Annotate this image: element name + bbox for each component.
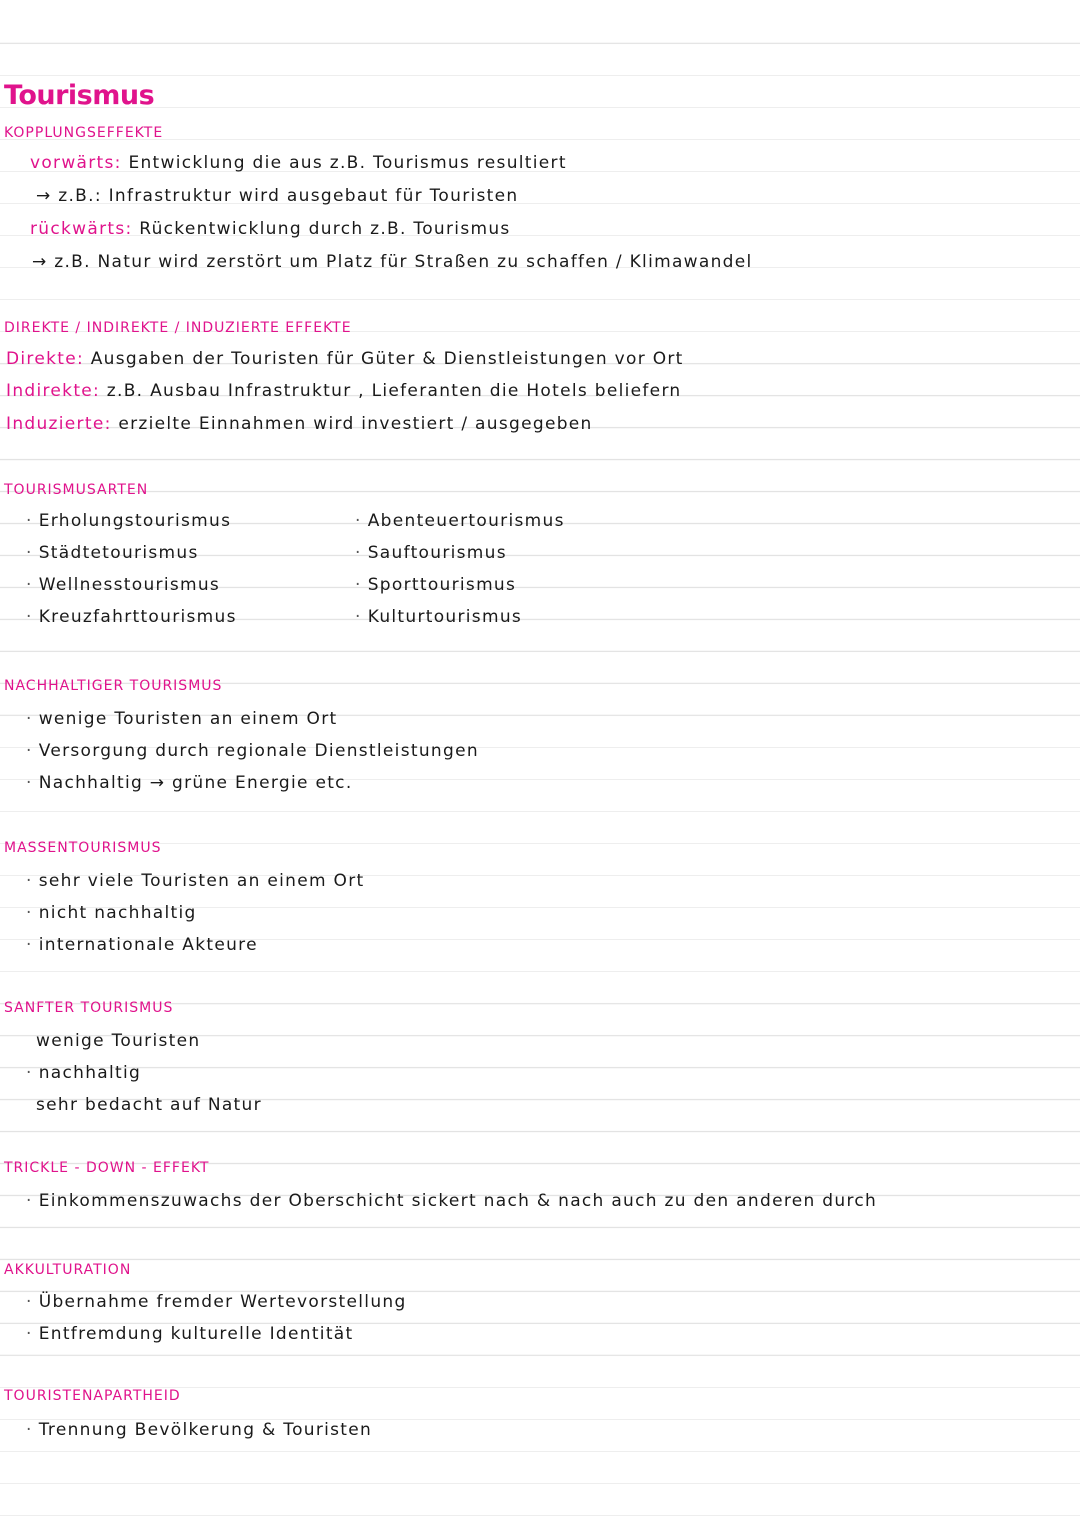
list-item: · internationale Akteure — [26, 935, 258, 955]
vorwaerts-line — [30, 153, 567, 173]
rueckwaerts-example: → z.B. Natur wird zerstört um Platz für Straßen zu schaffen / Klimawandel — [32, 252, 753, 272]
direkte-line — [6, 349, 684, 369]
list-item: · Entfremdung kulturelle Identität — [26, 1324, 354, 1344]
heading-effekte: DIREKTE / INDIREKTE / INDUZIERTE EFFEKTE — [4, 320, 352, 336]
list-item: · Versorgung durch regionale Dienstleistungen — [26, 741, 479, 761]
list-item: sehr bedacht auf Natur — [36, 1095, 262, 1115]
list-item: · nachhaltig — [26, 1063, 142, 1083]
list-item: · Nachhaltig → grüne Energie etc. — [26, 773, 353, 793]
heading-trickle-down-effekt: TRICKLE - DOWN - EFFEKT — [4, 1160, 210, 1176]
induzierte-text: erzielte Einnahmen wird investiert / ausgegeben — [118, 414, 593, 434]
list-item: wenige Touristen — [36, 1031, 201, 1051]
list-item: · Städtetourismus — [26, 543, 199, 563]
indirekte-label: Indirekte: — [6, 381, 101, 401]
direkte-label: Direkte: — [6, 349, 84, 369]
rueckwaerts-label: rückwärts: — [30, 219, 133, 239]
list-item: · Erholungstourismus — [26, 511, 232, 531]
list-item: · nicht nachhaltig — [26, 903, 197, 923]
list-item: · Sauftourismus — [355, 543, 507, 563]
list-item: · Kreuzfahrttourismus — [26, 607, 237, 627]
heading-touristenapartheid: TOURISTENAPARTHEID — [4, 1388, 181, 1404]
heading-nachhaltiger-tourismus: NACHHALTIGER TOURISMUS — [4, 678, 223, 694]
heading-sanfter-tourismus: SANFTER TOURISMUS — [4, 1000, 174, 1016]
vorwaerts-example: → z.B.: Infrastruktur wird ausgebaut für Touristen — [36, 186, 519, 206]
rueckwaerts-line — [30, 219, 511, 239]
list-item: · Wellnesstourismus — [26, 575, 221, 595]
list-item: · sehr viele Touristen an einem Ort — [26, 871, 365, 891]
list-item: · Abenteuertourismus — [355, 511, 565, 531]
heading-akkulturation: AKKULTURATION — [4, 1262, 132, 1278]
list-item: · wenige Touristen an einem Ort — [26, 709, 338, 729]
indirekte-line — [6, 381, 682, 401]
induzierte-line — [6, 414, 593, 434]
heading-tourismusarten: TOURISMUSARTEN — [4, 482, 149, 498]
indirekte-text: z.B. Ausbau Infrastruktur , Lieferanten die Hotels beliefern — [106, 381, 682, 401]
list-item: · Sporttourismus — [355, 575, 517, 595]
vorwaerts-text: Entwicklung die aus z.B. Tourismus resultiert — [128, 153, 567, 173]
rueckwaerts-text: Rückentwicklung durch z.B. Tourismus — [139, 219, 511, 239]
heading-massentourismus: MASSENTOURISMUS — [4, 840, 162, 856]
page-title: Tourismus — [4, 80, 155, 111]
vorwaerts-label: vorwärts: — [30, 153, 122, 173]
list-item: · Trennung Bevölkerung & Touristen — [26, 1420, 373, 1440]
list-item: · Übernahme fremder Wertevorstellung — [26, 1292, 407, 1312]
list-item: · Kulturtourismus — [355, 607, 523, 627]
direkte-text: Ausgaben der Touristen für Güter & Dienstleistungen vor Ort — [90, 349, 684, 369]
induzierte-label: Induzierte: — [6, 414, 112, 434]
list-item: · Einkommenszuwachs der Oberschicht sickert nach & nach auch zu den anderen durch — [26, 1191, 878, 1211]
heading-kopplungseffekte: KOPPLUNGSEFFEKTE — [4, 125, 164, 141]
